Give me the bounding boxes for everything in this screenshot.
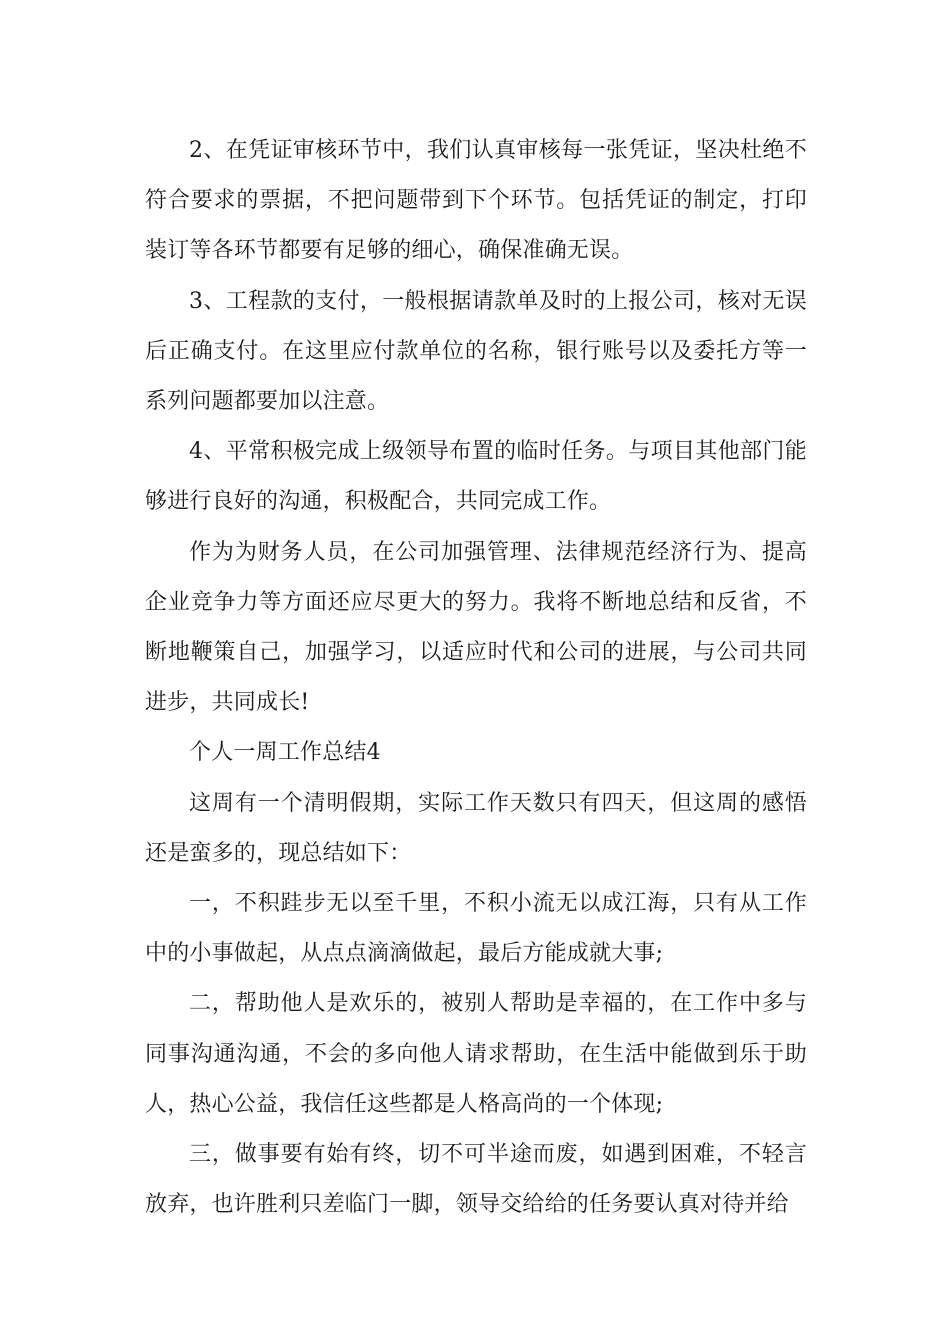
- paragraph-point-one: 一，不积跬步无以至千里，不积小流无以成江海，只有从工作中的小事做起，从点点滴滴做起，最后方能成就大事;: [145, 891, 807, 967]
- paragraph-point-two: 二，帮助他人是欢乐的，被别人帮助是幸福的，在工作中多与同事沟通沟通，不会的多向他人请求帮助，在生活中能做到乐于助人，热心公益，我信任这些都是人格高尚的一个体现;: [145, 991, 807, 1117]
- paragraph-point-three: 三，做事要有始有终，切不可半途而废，如遇到困难，不轻言放弃，也许胜利只差临门一脚，领导交给给的任务要认真对待并给: [145, 1142, 807, 1218]
- paragraph-temporary-tasks: 4、平常积极完成上级领导布置的临时任务。与项目其他部门能够进行良好的沟通，积极配合，共同完成工作。: [145, 439, 807, 515]
- section-heading: 个人一周工作总结4: [189, 740, 381, 766]
- paragraph-project-payment: 3、工程款的支付，一般根据请款单及时的上报公司，核对无误后正确支付。在这里应付款单位的名称，银行账号以及委托方等一系列问题都要加以注意。: [145, 288, 807, 415]
- paragraph-voucher-review: 2、在凭证审核环节中，我们认真审核每一张凭证，坚决杜绝不符合要求的票据，不把问题带到下个环节。包括凭证的制定，打印装订等各环节都要有足够的细心，确保准确无误。: [145, 138, 807, 264]
- paragraph-finance-reflection: 作为为财务人员，在公司加强管理、法律规范经济行为、提高企业竞争力等方面还应尽更大的努力。我将不断地总结和反省，不断地鞭策自己，加强学习，以适应时代和公司的进展，与公司共同进步，共同成长!: [145, 539, 807, 716]
- document-body: [145, 126, 807, 1230]
- paragraph-week-intro: 这周有一个清明假期，实际工作天数只有四天，但这周的感悟还是蛮多的，现总结如下：: [145, 790, 807, 866]
